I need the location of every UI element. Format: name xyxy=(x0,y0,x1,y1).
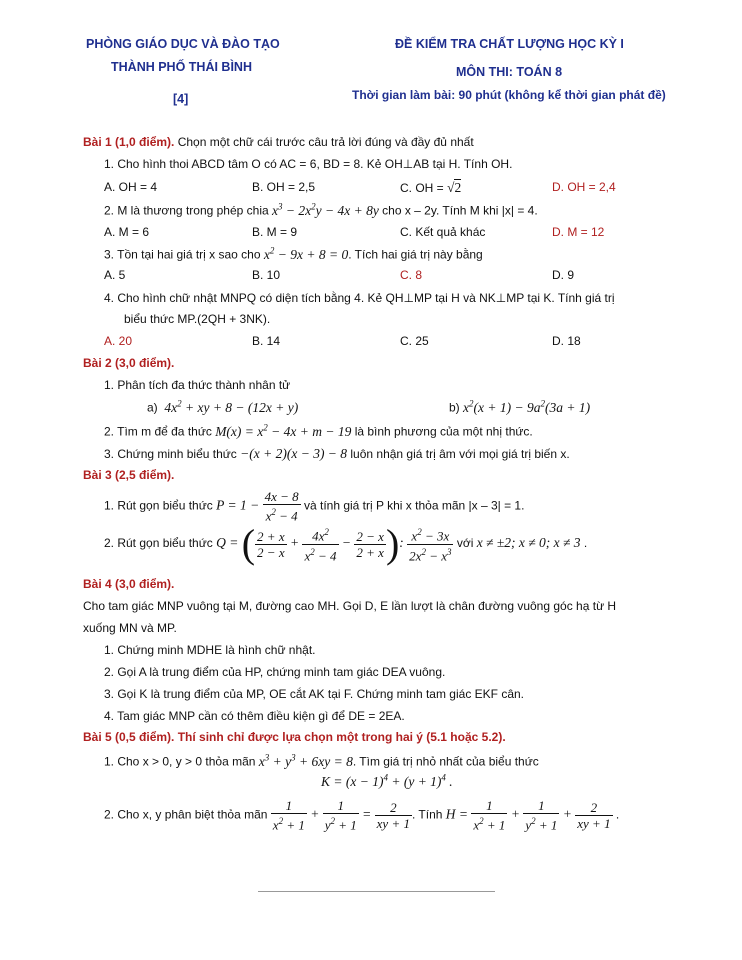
bai1-q4-line1: 4. Cho hình chữ nhật MNPQ có diện tích bằng 4. Kẻ QH⊥MP tại H và NK⊥MP tại K. Tính giá trị xyxy=(104,291,615,305)
bai3-q2: 2. Rút gọn biểu thức Q = ( $\frac{2 + x}{2 - x}$ + $\frac{4x^2}{x^2 - 4}$ − $\frac{2 - x}{2 + x}$ ): $\frac{x^2 - 3x}{2x^2 - x^3}$ với x ≠ ±2; x ≠ 0; x ≠ 3 . xyxy=(104,521,588,566)
bai1-q2-opt-a: A. M = 6 xyxy=(104,225,150,239)
exam-code: [4] xyxy=(173,92,189,106)
bai4-q2: 2. Gọi A là trung điểm của HP, chứng minh tam giác DEA vuông. xyxy=(104,665,446,679)
bai1-q2-opt-c: C. Kết quả khác xyxy=(400,225,486,239)
bai1-q1-opt-c: C. OH = √2 xyxy=(400,180,462,195)
bai2-title: Bài 2 (3,0 điểm). xyxy=(83,356,175,370)
bai1-q4-opt-a: A. 20 xyxy=(104,334,133,348)
bai2-q1: 1. Phân tích đa thức thành nhân tử xyxy=(104,378,291,392)
bai1-q2-opt-b: B. M = 9 xyxy=(252,225,298,239)
bai4-title: Bài 4 (3,0 điểm). xyxy=(83,577,175,591)
bai5-q2: 2. Cho x, y phân biệt thỏa mãn $\frac{1}{x^2 + 1}$ + $\frac{1}{y^2 + 1}$ = $\frac{2}{xy + 1}$ . Tính H = $\frac{1}{x^2 + 1}$ + $\frac{1}{y^2 + 1}$ + $\frac{2}{xy + 1}$ . xyxy=(104,798,620,833)
bai4-intro-line2: xuống MN và MP. xyxy=(83,621,177,635)
bai4-q3: 3. Gọi K là trung điểm của MP, OE cắt AK tại F. Chứng minh tam giác EKF cân. xyxy=(104,687,524,701)
bai1-q1-opt-d: D. OH = 2,4 xyxy=(552,180,616,194)
bai1-q4-opt-d: D. 18 xyxy=(552,334,581,348)
bai2-q1a: a) $4x^2$ + xy + 8 − (12x + y) xyxy=(147,398,299,415)
bai5-k-expression: $K = (x - 1)^4 + (y + 1)^4$ . xyxy=(321,772,453,789)
bai1-q4-opt-b: B. 14 xyxy=(252,334,281,348)
bai1-intro: Chọn một chữ cái trước câu trả lời đúng và đầy đủ nhất xyxy=(177,135,474,149)
bai1-q3-opt-c: C. 8 xyxy=(400,268,423,282)
bai1-q3-opt-a: A. 5 xyxy=(104,268,126,282)
bai1-q1: 1. Cho hình thoi ABCD tâm O có AC = 6, BD = 8. Kẻ OH⊥AB tại H. Tính OH. xyxy=(104,157,513,171)
bai4-intro-line1: Cho tam giác MNP vuông tại M, đường cao MH. Gọi D, E lần lượt là chân đường vuông góc hạ từ H xyxy=(83,599,617,613)
bai5-title: Bài 5 (0,5 điểm). Thí sinh chỉ được lựa chọn một trong hai ý (5.1 hoặc 5.2). xyxy=(83,730,506,744)
bai1-q2: 2. M là thương trong phép chia $x^3 - 2x^2y - 4x + 8y$ cho x – 2y. Tính M khi |x| = 4. xyxy=(104,201,538,218)
bai1-q2-opt-d: D. M = 12 xyxy=(552,225,605,239)
bai1-q4-line2: biểu thức MP.(2QH + 3NK). xyxy=(124,312,271,326)
bai4-q1: 1. Chứng minh MDHE là hình chữ nhật. xyxy=(104,643,316,657)
bai1-q3-opt-b: B. 10 xyxy=(252,268,281,282)
exam-title: ĐỀ KIỂM TRA CHẤT LƯỢNG HỌC KỲ I xyxy=(395,37,624,51)
bai4-q4: 4. Tam giác MNP cần có thêm điều kiện gì để DE = 2EA. xyxy=(104,709,405,723)
exam-duration: Thời gian làm bài: 90 phút (không kể thời gian phát đề) xyxy=(352,88,666,102)
header-department: PHÒNG GIÁO DỤC VÀ ĐÀO TẠO xyxy=(86,37,280,51)
bai1-q1-opt-b: B. OH = 2,5 xyxy=(252,180,316,194)
bai1-q1-opt-a: A. OH = 4 xyxy=(104,180,158,194)
bai1-q3: 3. Tồn tại hai giá trị x sao cho $x^2 - 9x + 8 = 0$. Tích hai giá trị này bằng xyxy=(104,245,483,262)
footer-divider xyxy=(258,891,495,892)
bai5-q1: 1. Cho x > 0, y > 0 thỏa mãn $x^3 + y^3 + 6xy = 8$. Tìm giá trị nhỏ nhất của biểu thức xyxy=(104,752,539,769)
bai1-title: Bài 1 (1,0 điểm). xyxy=(83,135,175,149)
sqrt-radicand: 2 xyxy=(454,180,462,195)
bai3-title: Bài 3 (2,5 điểm). xyxy=(83,468,175,482)
bai2-q3: 3. Chứng minh biểu thức −(x + 2)(x − 3) − 8 luôn nhận giá trị âm với mọi giá trị biến x. xyxy=(104,446,570,461)
bai1-heading xyxy=(83,135,474,149)
bai1-q3-opt-d: D. 9 xyxy=(552,268,575,282)
bai1-q4-opt-c: C. 25 xyxy=(400,334,429,348)
header-city: THÀNH PHỐ THÁI BÌNH xyxy=(111,60,252,74)
bai2-q2: 2. Tìm m để đa thức $M(x) = x^2 - 4x + m - 19$ là bình phương của một nhị thức. xyxy=(104,422,533,439)
bai3-q1: 1. Rút gọn biểu thức P = 1 − $\frac{4x - 8}{x^2 - 4}$ và tính giá trị P khi x thỏa mãn |x – 3| = 1. xyxy=(104,489,525,524)
exam-subject: MÔN THI: TOÁN 8 xyxy=(456,65,563,79)
bai2-q1b: b) $x^2(x + 1) - 9a^2(3a + 1)$ xyxy=(449,398,591,415)
